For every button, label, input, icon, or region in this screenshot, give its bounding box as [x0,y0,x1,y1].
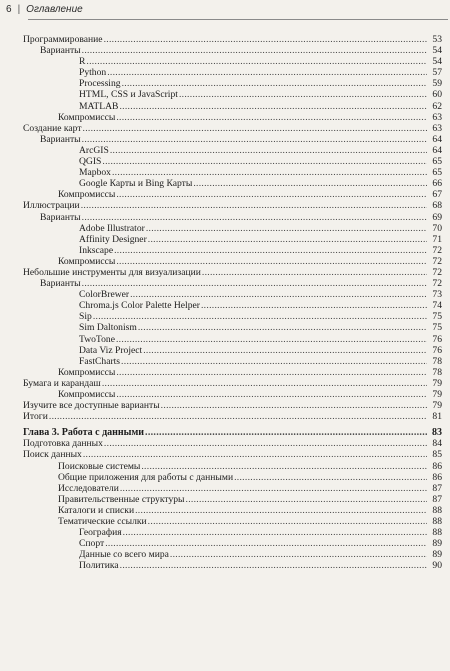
toc-entry-row [0,356,450,367]
header-title: Оглавление [26,3,83,15]
toc-entry-row [0,200,450,211]
toc-entry-label: R [79,56,86,68]
toc-dot-leader [116,389,427,400]
toc-page-number: 54 [432,56,442,68]
toc-dot-leader [170,549,427,560]
toc-entry-row [0,505,450,516]
toc-entry-row [0,538,450,549]
toc-page-number: 90 [432,560,442,572]
toc-entry-row [0,34,450,45]
toc-page-number: 54 [432,45,442,57]
header-page-number: 6 [6,3,12,15]
toc-dot-leader [141,461,427,472]
toc-entry-label: Компромиссы [58,189,116,201]
toc-entry-label: Adobe Illustrator [79,222,145,234]
toc-page-number: 72 [432,255,442,267]
toc-entry-row [0,560,450,571]
toc-entry-row [0,389,450,400]
toc-page-number: 78 [432,366,442,378]
toc-entry-row [0,278,450,289]
toc-entry-row [0,167,450,178]
toc-page-number: 86 [432,471,442,483]
toc-dot-leader [201,300,427,311]
toc-page-number: 79 [432,400,442,412]
toc-page-number: 67 [432,189,442,201]
toc-page-number: 72 [432,266,442,278]
toc-dot-leader [82,45,427,56]
toc-entry-row [0,212,450,223]
toc-dot-leader [146,223,427,234]
toc-entry-label: Варианты [40,211,81,223]
toc-entry-label: Python [79,67,107,79]
toc-entry-row [0,134,450,145]
toc-page-number: 75 [432,311,442,323]
toc-page-number: 89 [432,549,442,561]
toc-entry-label: Каталоги и списки [58,504,135,516]
toc-dot-leader [83,449,427,460]
toc-page-number: 79 [432,389,442,400]
toc-entry-label: Affinity Designer [79,233,147,245]
toc-entry-row [0,549,450,560]
toc-entry-label: Processing [79,78,121,90]
toc-page-number: 63 [432,122,442,134]
toc-entry-row [0,101,450,112]
toc-page-number: 78 [432,355,442,367]
toc-entry-row [0,267,450,278]
toc-entry-label: Компромиссы [58,255,116,267]
toc-entry-row [0,438,450,449]
page-header [0,0,450,18]
toc-entry-row [0,400,450,411]
toc-dot-leader [112,167,427,178]
toc-page-number: 70 [432,222,442,234]
toc-entry-label: Варианты [40,45,81,57]
toc-entry-label: TwoTone [79,333,115,345]
header-rule [28,19,448,20]
toc-dot-leader [116,189,427,200]
toc-page-number: 71 [432,233,442,245]
toc-page-number: 84 [432,438,442,450]
toc-page-number: 81 [432,411,442,423]
toc-page-number: 63 [432,111,442,123]
toc-dot-leader [83,123,427,134]
toc-page-number: 62 [432,100,442,112]
toc-dot-leader [82,134,427,145]
toc-entry-row [0,483,450,494]
toc-entry-label: Исследователи [58,482,119,494]
toc-entry-row [0,449,450,460]
toc-dot-leader [81,200,427,211]
toc-entry-label: Компромиссы [58,366,116,378]
toc-entry-row [0,123,450,134]
toc-dot-leader [105,538,427,549]
toc-entry-label: Компромиссы [58,111,116,123]
toc-entry-row [0,411,450,422]
toc-dot-leader [148,516,427,527]
toc-page-number: 88 [432,516,442,528]
toc-entry-label: Правительственные структуры [58,493,185,505]
toc-dot-leader [179,89,427,100]
toc-dot-leader [122,78,427,89]
toc-entry-row [0,367,450,378]
toc-entry-label: Data Viz Project [79,344,143,356]
toc-entry-label: Google Карты и Bing Карты [79,178,193,190]
toc-page-number: 86 [432,460,442,472]
toc-entry-row [0,245,450,256]
toc-entry-label: Спорт [79,538,105,550]
toc-entry-label: Тематические ссылки [58,516,147,528]
toc-page-number: 83 [432,427,442,439]
toc-page-number: 73 [432,289,442,301]
toc-entry-label: QGIS [79,156,102,168]
toc-entry-row [0,256,450,267]
table-of-contents [0,34,450,572]
toc-page-number: 59 [432,78,442,90]
toc-page-number: 72 [432,244,442,256]
toc-dot-leader [104,438,427,449]
toc-dot-leader [186,494,428,505]
toc-dot-leader [161,400,427,411]
toc-page-number: 57 [432,67,442,79]
toc-dot-leader [138,322,427,333]
toc-dot-leader [145,427,427,438]
toc-page-number: 65 [432,156,442,168]
toc-entry-label: Данные со всего мира [79,549,169,561]
toc-entry-row [0,516,450,527]
toc-entry-row [0,223,450,234]
toc-entry-row [0,89,450,100]
toc-entry-label: Поиск данных [23,449,82,461]
toc-dot-leader [123,527,427,538]
toc-dot-leader [148,234,427,245]
toc-page-number: 66 [432,178,442,190]
toc-page-number: 75 [432,322,442,334]
toc-dot-leader [93,311,427,322]
toc-entry-row [0,67,450,78]
toc-page-number: 89 [432,538,442,550]
toc-entry-label: ArcGIS [79,144,109,156]
toc-dot-leader [121,356,427,367]
toc-dot-leader [234,472,427,483]
toc-entry-row [0,156,450,167]
toc-dot-leader [116,256,427,267]
toc-dot-leader [102,156,427,167]
toc-dot-leader [107,67,427,78]
toc-entry-row [0,334,450,345]
toc-page-number: 69 [432,211,442,223]
toc-entry-label: Компромиссы [58,389,116,400]
toc-entry-label: Небольшие инструменты для визуализации [23,266,201,278]
toc-dot-leader [82,212,427,223]
toc-entry-label: Бумага и карандаш [23,377,101,389]
toc-entry-label: ColorBrewer [79,289,130,301]
toc-dot-leader [116,334,427,345]
toc-entry-label: Политика [79,560,119,572]
toc-dot-leader [135,505,427,516]
toc-entry-row [0,189,450,200]
toc-entry-row [0,145,450,156]
toc-dot-leader [82,278,427,289]
toc-dot-leader [130,289,427,300]
toc-entry-label: Sim Daltonism [79,322,137,334]
toc-entry-label: Иллюстрации [23,200,80,212]
toc-entry-label: Варианты [40,133,81,145]
toc-page-number: 87 [432,493,442,505]
toc-entry-row [0,345,450,356]
toc-entry-label: Итоги [23,411,48,423]
toc-chapter-row [0,427,450,438]
toc-dot-leader [86,56,427,67]
toc-page-number: 76 [432,333,442,345]
toc-entry-label: Варианты [40,278,81,290]
toc-dot-leader [120,560,427,571]
toc-entry-label: Глава 3. Работа с данными [23,427,145,439]
toc-dot-leader [116,112,427,123]
toc-entry-row [0,378,450,389]
toc-entry-row [0,494,450,505]
toc-dot-leader [102,378,427,389]
toc-entry-row [0,56,450,67]
toc-dot-leader [119,101,427,112]
toc-entry-label: FastCharts [79,355,121,367]
toc-page-number: 65 [432,167,442,179]
toc-entry-row [0,112,450,123]
toc-entry-row [0,289,450,300]
toc-entry-label: Создание карт [23,122,82,134]
toc-entry-row [0,527,450,538]
toc-page-number: 64 [432,133,442,145]
toc-dot-leader [143,345,427,356]
toc-dot-leader [114,245,427,256]
toc-entry-label: География [79,527,122,539]
toc-entry-label: MATLAB [79,100,119,112]
toc-page-number: 79 [432,377,442,389]
toc-entry-label: Mapbox [79,167,111,179]
toc-dot-leader [202,267,427,278]
toc-dot-leader [120,483,427,494]
toc-entry-row [0,178,450,189]
toc-page-number: 64 [432,144,442,156]
toc-page-number: 60 [432,89,442,101]
toc-page-number: 87 [432,482,442,494]
toc-entry-label: Изучите все доступные варианты [23,400,160,412]
toc-dot-leader [116,367,427,378]
toc-entry-label: Поисковые системы [58,460,141,472]
toc-dot-leader [110,145,427,156]
toc-entry-label: Chroma.js Color Palette Helper [79,300,200,312]
toc-page-number: 53 [432,34,442,45]
toc-dot-leader [193,178,427,189]
toc-page-number: 72 [432,278,442,290]
toc-page-number: 68 [432,200,442,212]
toc-entry-row [0,311,450,322]
toc-entry-row [0,461,450,472]
toc-page-number: 76 [432,344,442,356]
toc-page-number: 85 [432,449,442,461]
header-separator: | [17,3,21,15]
toc-entry-label: Подготовка данных [23,438,103,450]
toc-entry-label: Inkscape [79,244,114,256]
toc-entry-label: Общие приложения для работы с данными [58,471,234,483]
toc-entry-row [0,78,450,89]
toc-entry-label: Программирование [23,34,103,45]
toc-entry-row [0,322,450,333]
toc-entry-row [0,300,450,311]
toc-entry-label: HTML, CSS и JavaScript [79,89,178,101]
toc-page-number: 88 [432,527,442,539]
toc-entry-row [0,45,450,56]
toc-dot-leader [49,411,427,422]
toc-entry-row [0,472,450,483]
toc-dot-leader [104,34,427,45]
toc-entry-label: Sip [79,311,92,323]
toc-page-number: 74 [432,300,442,312]
toc-entry-row [0,234,450,245]
toc-page-number: 88 [432,504,442,516]
